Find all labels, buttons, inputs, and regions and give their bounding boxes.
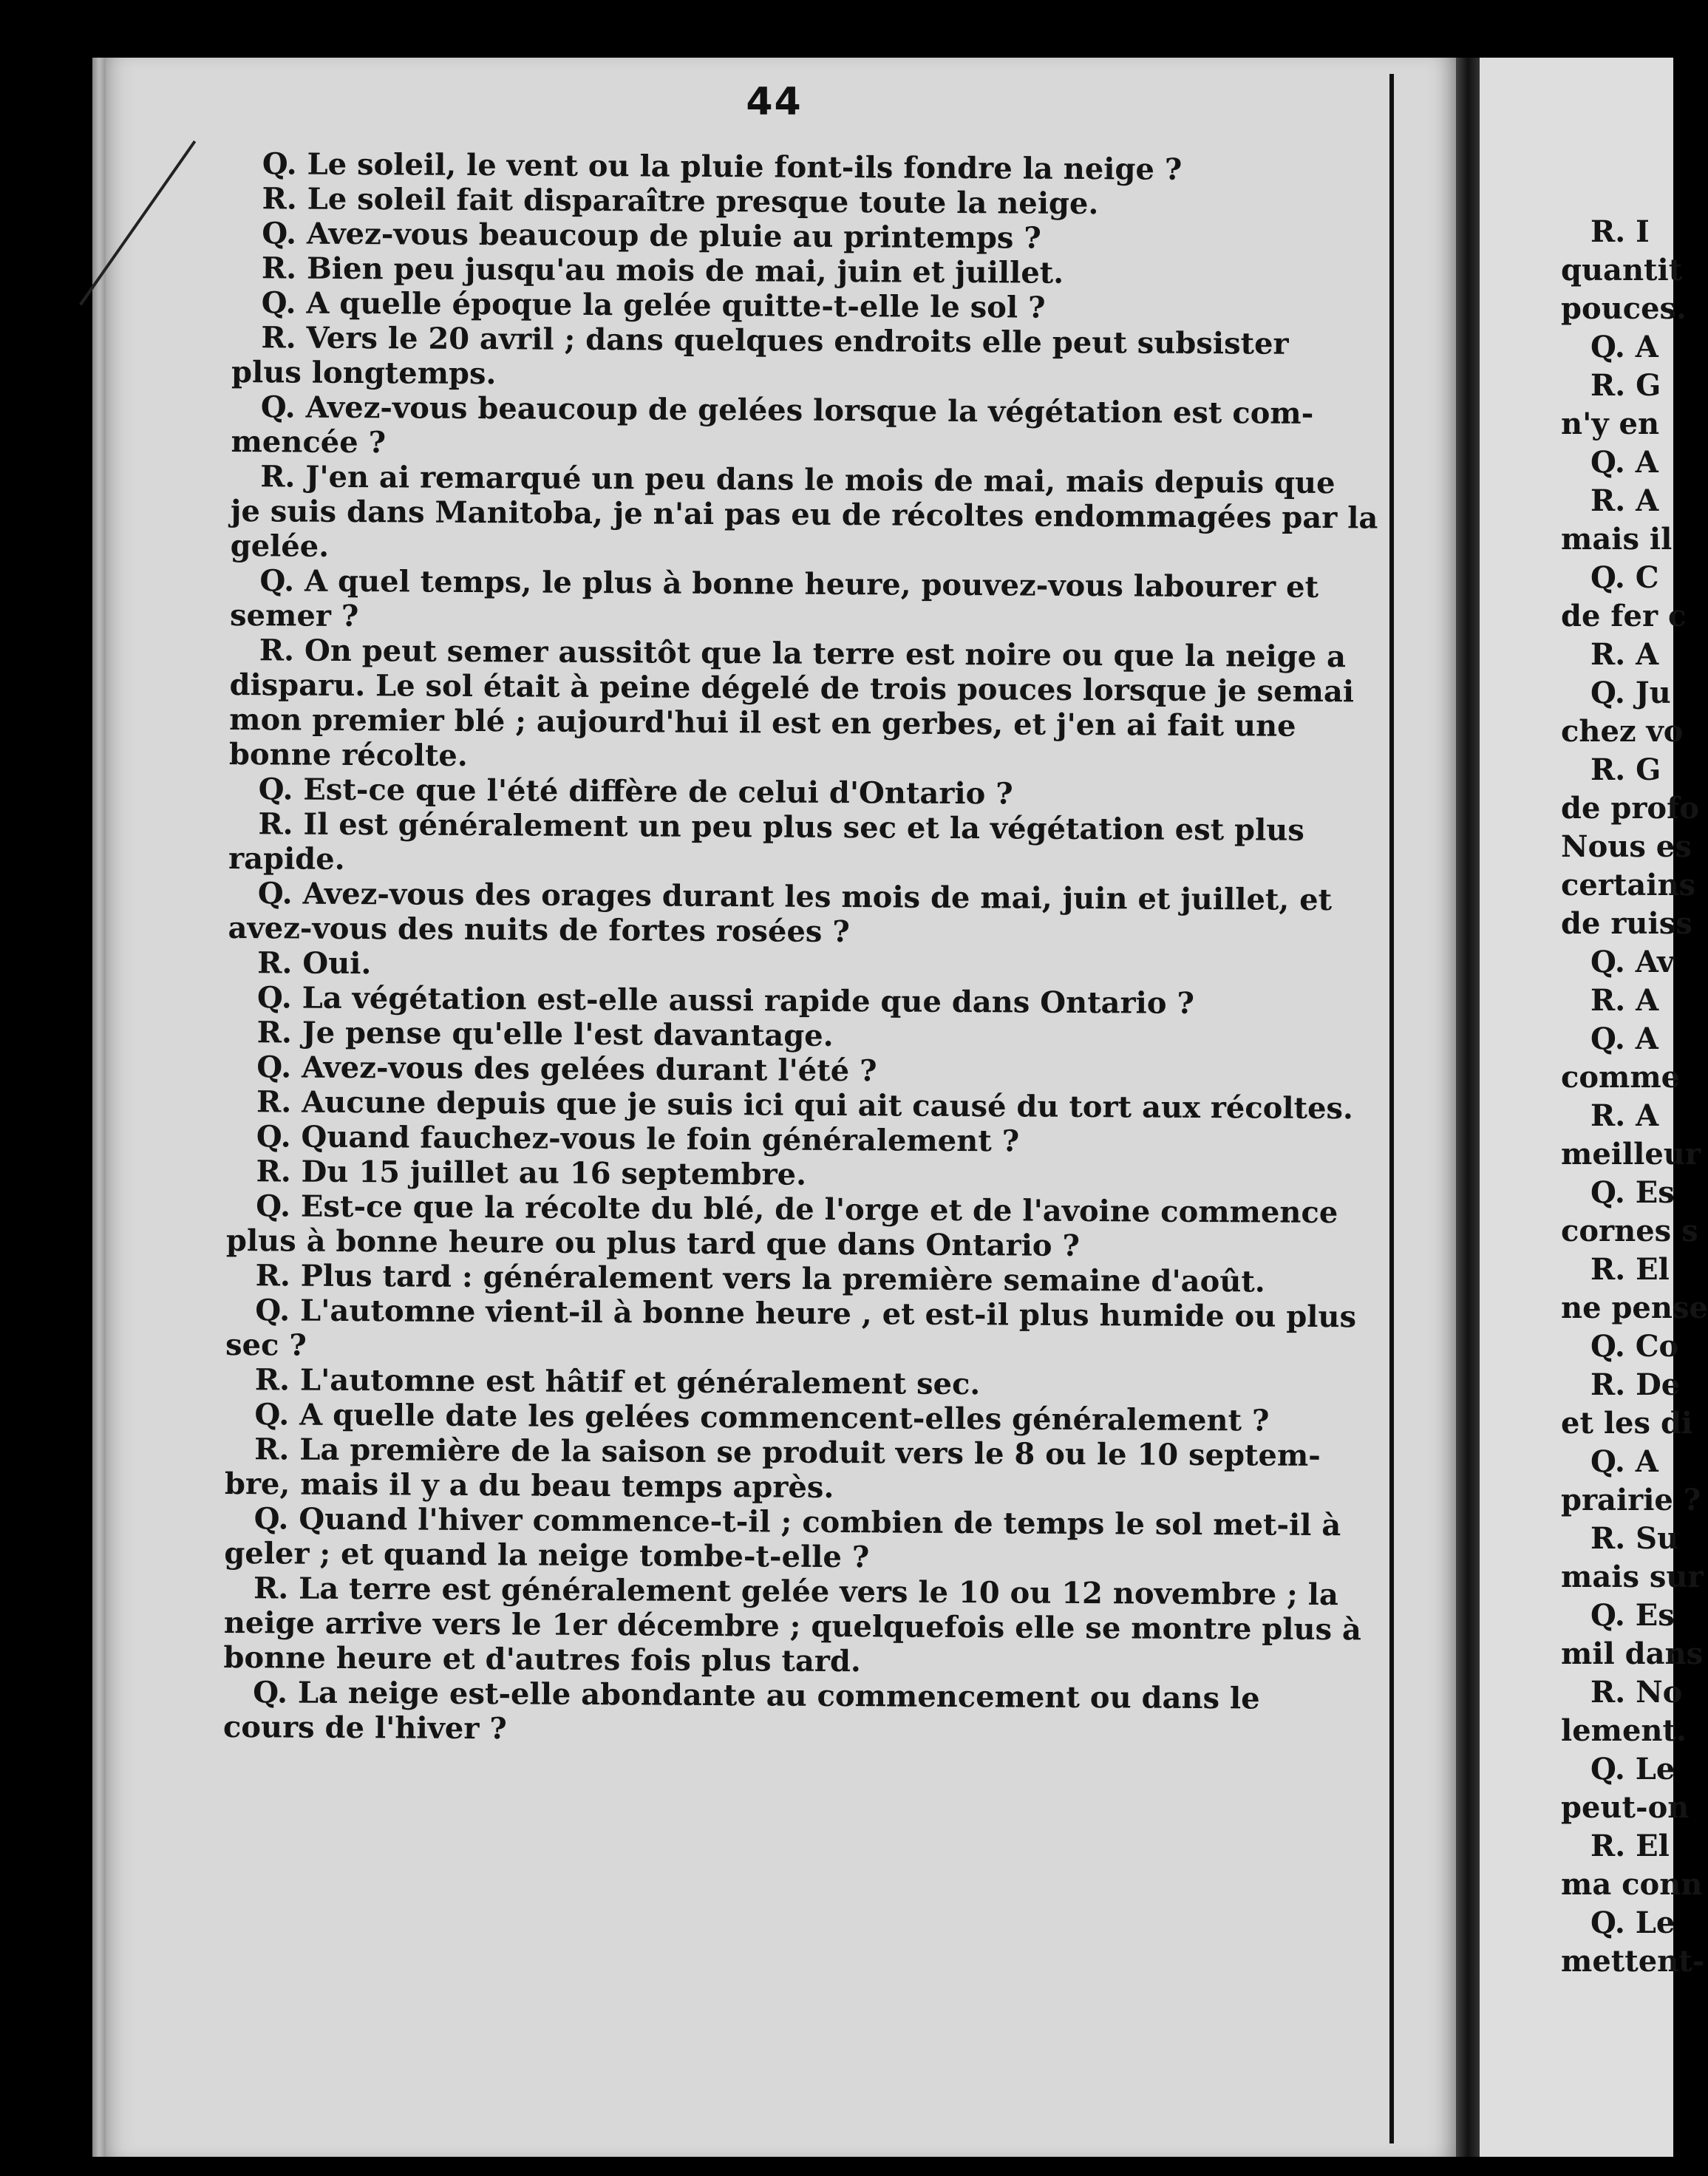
text-line: R. On peut semer aussitôt que la terre est noire ou que la neige a xyxy=(259,633,1347,675)
facing-text-line: Q. C xyxy=(1590,560,1659,595)
text-line: plus à bonne heure ou plus tard que dans Ontario ? xyxy=(225,1223,1081,1264)
text-line: R. Le soleil fait disparaître presque toute la neige. xyxy=(262,181,1099,222)
facing-text-line: meilleur xyxy=(1561,1137,1701,1172)
facing-text-line: R. G xyxy=(1590,752,1661,787)
text-line: Q. Le soleil, le vent ou la pluie font-ils fondre la neige ? xyxy=(262,146,1183,187)
page-number: 44 xyxy=(746,80,803,124)
facing-text-line: peut-on xyxy=(1561,1790,1690,1825)
facing-text-line: n'y en xyxy=(1561,407,1660,441)
facing-text-line: R. A xyxy=(1590,483,1659,518)
book-page-left xyxy=(92,58,1456,2157)
facing-text-line: de ruiss xyxy=(1561,906,1692,941)
margin-rule xyxy=(1389,74,1394,2143)
text-line: semer ? xyxy=(229,597,359,634)
facing-text-line: Q. Le xyxy=(1590,1905,1675,1940)
book-page-right xyxy=(1480,58,1708,2157)
text-line: R. La première de la saison se produit vers le 8 ou le 10 septem- xyxy=(254,1432,1321,1474)
facing-text-line: R. A xyxy=(1590,1098,1659,1133)
facing-text-line: Q. A xyxy=(1590,445,1658,480)
facing-text-line: R. No xyxy=(1590,1675,1683,1710)
facing-text-line: R. El xyxy=(1590,1252,1670,1287)
text-line: Q. Avez-vous des gelées durant l'été ? xyxy=(256,1050,877,1089)
text-line: je suis dans Manitoba, je n'ai pas eu de récoltes endommagées par la xyxy=(230,493,1378,536)
facing-text-line: pouces. xyxy=(1561,291,1687,326)
text-line: bre, mais il y a du beau temps après. xyxy=(224,1466,834,1506)
text-line: neige arrive vers le 1er décembre ; quelquefois elle se montre plus à xyxy=(223,1605,1362,1648)
facing-text-line: quantit xyxy=(1561,253,1683,288)
facing-text-line: Q. Le xyxy=(1590,1752,1675,1786)
text-line: R. Du 15 juillet au 16 septembre. xyxy=(256,1154,807,1192)
text-line: Q. Avez-vous des orages durant les mois de mai, juin et juillet, et xyxy=(257,876,1333,918)
text-line: geler ; et quand la neige tombe-t-elle ? xyxy=(224,1535,870,1575)
facing-text-line: R. G xyxy=(1590,368,1661,403)
text-line: Q. Est-ce que l'été diffère de celui d'Ontario ? xyxy=(258,772,1013,812)
text-line: Q. A quelle date les gelées commencent-elles généralement ? xyxy=(254,1397,1270,1438)
book-gutter xyxy=(1456,58,1480,2157)
text-line: R. Il est généralement un peu plus sec et la végétation est plus xyxy=(258,806,1305,848)
text-line: rapide. xyxy=(228,840,345,877)
facing-text-line: mil dans xyxy=(1561,1636,1704,1671)
facing-text-line: Q. A xyxy=(1590,1021,1658,1056)
text-line: R. Bien peu jusqu'au mois de mai, juin et juillet. xyxy=(261,251,1064,290)
facing-text-line: Q. A xyxy=(1590,1444,1658,1479)
facing-text-line: Nous es xyxy=(1561,829,1692,864)
text-line: R. L'automne est hâtif et généralement sec. xyxy=(254,1362,981,1402)
facing-text-line: Q. A xyxy=(1590,330,1658,364)
text-line: R. Je pense qu'elle l'est davantage. xyxy=(256,1015,834,1053)
facing-text-line: mais sur xyxy=(1561,1560,1704,1594)
text-line: R. J'en ai remarqué un peu dans le mois de mai, mais depuis que xyxy=(260,459,1336,501)
facing-text-line: R. I xyxy=(1590,214,1650,249)
facing-text-line: R. De xyxy=(1590,1367,1681,1402)
text-line: R. Vers le 20 avril ; dans quelques endroits elle peut subsister xyxy=(261,320,1289,361)
facing-text-line: R. A xyxy=(1590,983,1659,1018)
text-line: Q. Avez-vous beaucoup de gelées lorsque la végétation est com- xyxy=(260,390,1314,431)
text-line: Q. A quelle époque la gelée quitte-t-elle le sol ? xyxy=(261,285,1046,325)
facing-text-line: ma conn xyxy=(1561,1867,1703,1902)
facing-text-line: mais il xyxy=(1561,522,1673,557)
facing-text-line: de fer c xyxy=(1561,599,1687,633)
facing-text-line: comme xyxy=(1561,1060,1681,1095)
text-line: Q. L'automne vient-il à bonne heure , et est-il plus humide ou plus xyxy=(255,1293,1357,1335)
text-line: sec ? xyxy=(225,1327,307,1363)
text-line: bonne heure et d'autres fois plus tard. xyxy=(223,1639,861,1679)
facing-text-line: prairie ? xyxy=(1561,1483,1701,1517)
text-line: R. Plus tard : généralement vers la première semaine d'août. xyxy=(255,1258,1265,1299)
facing-text-line: lement. xyxy=(1561,1713,1687,1748)
facing-text-line: R. El xyxy=(1590,1829,1670,1863)
facing-text-line: cornes s xyxy=(1561,1214,1698,1248)
facing-text-line: R. Su xyxy=(1590,1521,1679,1556)
facing-text-line: certains xyxy=(1561,868,1696,902)
text-line: Q. La végétation est-elle aussi rapide que dans Ontario ? xyxy=(256,980,1195,1021)
text-line: R. Aucune depuis que je suis ici qui ait causé du tort aux récoltes. xyxy=(256,1084,1354,1126)
facing-text-line: chez vo xyxy=(1561,714,1684,749)
text-line: cours de l'hiver ? xyxy=(222,1709,507,1747)
text-line: Q. Est-ce que la récolte du blé, de l'orge et de l'avoine commence xyxy=(256,1189,1338,1231)
facing-text-line: ne pense xyxy=(1561,1291,1708,1325)
text-line: bonne récolte. xyxy=(228,736,468,773)
text-line: avez-vous des nuits de fortes rosées ? xyxy=(228,910,850,950)
text-line: Q. Quand l'hiver commence-t-il ; combien de temps le sol met-il à xyxy=(254,1501,1341,1543)
page-text xyxy=(223,146,1415,1752)
facing-text-line: Q. Av xyxy=(1590,945,1675,979)
facing-text-line: Q. Co xyxy=(1590,1329,1679,1364)
facing-text-line: R. A xyxy=(1590,637,1659,672)
facing-page-text xyxy=(1561,213,1708,1981)
text-line: mencée ? xyxy=(231,424,387,460)
text-line: Q. La neige est-elle abondante au commencement ou dans le xyxy=(253,1675,1260,1716)
text-line: disparu. Le sol était à peine dégelé de trois pouces lorsque je semai xyxy=(229,667,1355,710)
page-edge xyxy=(92,58,106,2157)
text-line: Q. Quand fauchez-vous le foin généralement ? xyxy=(256,1119,1020,1159)
facing-text-line: Q. Es xyxy=(1590,1175,1675,1210)
facing-text-line: mettent- xyxy=(1561,1944,1705,1979)
facing-text-line: Q. Ju xyxy=(1590,676,1671,710)
text-line: gelée. xyxy=(230,528,330,564)
text-line: Q. A quel temps, le plus à bonne heure, pouvez-vous labourer et xyxy=(259,563,1319,605)
facing-text-line: Q. Es xyxy=(1590,1598,1675,1633)
facing-text-line: de profo xyxy=(1561,791,1699,826)
text-line: Q. Avez-vous beaucoup de pluie au printemps ? xyxy=(262,216,1041,256)
text-line: mon premier blé ; aujourd'hui il est en gerbes, et j'en ai fait une xyxy=(229,701,1296,744)
text-line: R. Oui. xyxy=(257,945,372,982)
facing-text-line: et les di xyxy=(1561,1406,1693,1441)
text-line: R. La terre est généralement gelée vers le 10 ou 12 novembre ; la xyxy=(253,1571,1339,1613)
text-line: plus longtemps. xyxy=(231,354,497,392)
